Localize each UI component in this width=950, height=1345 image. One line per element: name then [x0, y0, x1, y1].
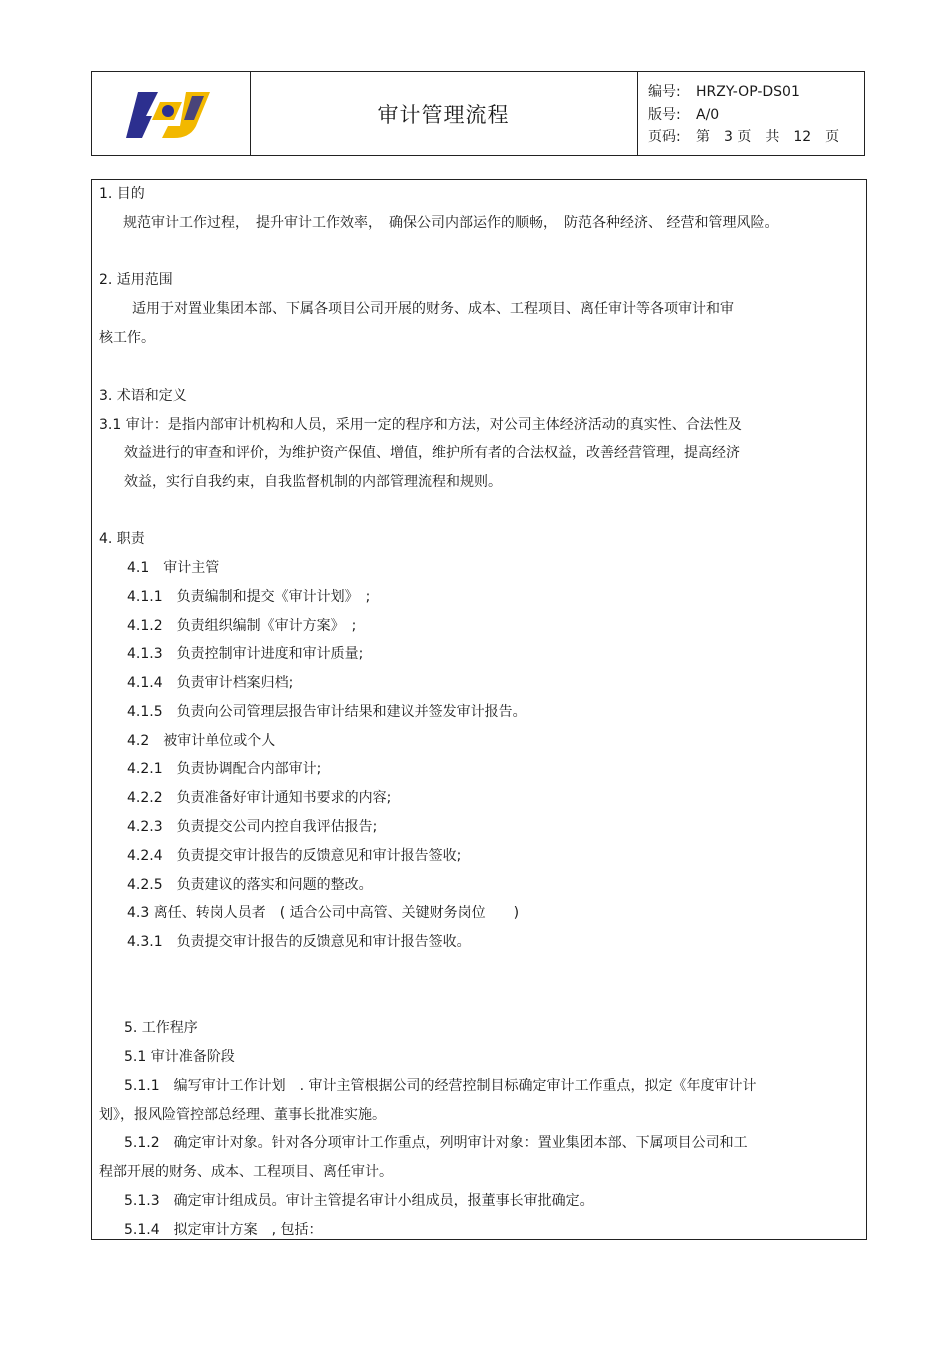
doc-number: HRZY-OP-DS01 [696, 84, 800, 100]
paragraph-purpose: 规范审计工作过程， 提升审计工作效率， 确保公司内部运作的顺畅， 防范各种经济、 经营和管理风险。 [123, 215, 779, 231]
subsection-heading: 4.1 审计主管 [127, 560, 220, 576]
list-item: 4.2.2 负责准备好审计通知书要求的内容; [127, 790, 392, 806]
section-heading-purpose: 1. 目的 [99, 186, 145, 202]
subsection-heading: 4.3 离任、转岗人员者 ( 适合公司中高管、关键财务岗位 ) [127, 905, 520, 921]
document-meta [648, 81, 858, 149]
list-item: 4.2.4 负责提交审计报告的反馈意见和审计报告签收; [127, 848, 462, 864]
paragraph-step-cont: 划》，报风险管控部总经理、董事长批准实施。 [99, 1107, 386, 1123]
section-heading-duties: 4. 职责 [99, 531, 145, 547]
paragraph-step-cont: 程部开展的财务、成本、工程项目、离任审计。 [99, 1164, 393, 1180]
page-number: 第 3 页 共 12 页 [696, 129, 840, 145]
list-item: 4.3.1 负责提交审计报告的反馈意见和审计报告签收。 [127, 934, 471, 950]
section-heading-terms: 3. 术语和定义 [99, 388, 187, 404]
paragraph-step: 5.1.4 拟定审计方案 , 包括： [124, 1222, 323, 1238]
subsection-heading: 4.2 被审计单位或个人 [127, 733, 276, 749]
list-item: 4.2.1 负责协调配合内部审计; [127, 761, 322, 777]
paragraph-definition: 3.1 审计：是指内部审计机构和人员，采用一定的程序和方法，对公司主体经济活动的真实性、合法性及 [99, 417, 742, 433]
page-row [648, 126, 858, 149]
company-logo-icon [124, 86, 214, 144]
document-header [91, 71, 865, 156]
list-item: 4.1.1 负责编制和提交《审计计划》 ; [127, 589, 371, 605]
document-body [91, 179, 867, 1240]
paragraph-definition-cont: 效益，实行自我约束，自我监督机制的内部管理流程和规则。 [124, 474, 502, 490]
paragraph-step: 5.1.2 确定审计对象。针对各分项审计工作重点，列明审计对象：置业集团本部、下属项目公司和工 [124, 1135, 748, 1151]
paragraph-step: 5.1.1 编写审计工作计划 . 审计主管根据公司的经营控制目标确定审计工作重点，拟定《年度审计计 [124, 1078, 757, 1094]
version-row [648, 104, 858, 127]
logo-cell [92, 72, 251, 155]
list-item: 4.2.3 负责提交公司内控自我评估报告; [127, 819, 378, 835]
list-item: 4.1.5 负责向公司管理层报告审计结果和建议并签发审计报告。 [127, 704, 527, 720]
document-title: 审计管理流程 [250, 72, 638, 155]
page-label: 页码: [648, 129, 681, 145]
section-heading-scope: 2. 适用范围 [99, 272, 173, 288]
doc-number-label: 编号: [648, 84, 681, 100]
version-label: 版号: [648, 106, 681, 123]
doc-number-row [648, 81, 858, 104]
paragraph-scope: 适用于对置业集团本部、下属各项目公司开展的财务、成本、工程项目、离任审计等各项审计和审 [132, 301, 734, 317]
paragraph-step: 5.1.3 确定审计组成员。审计主管提名审计小组成员，报董事长审批确定。 [124, 1193, 594, 1209]
list-item: 4.1.2 负责组织编制《审计方案》 ; [127, 618, 357, 634]
paragraph-definition-cont: 效益进行的审查和评价，为维护资产保值、增值，维护所有者的合法权益，改善经营管理，提高经济 [124, 445, 740, 461]
version-value: A/0 [696, 106, 720, 123]
section-heading-procedure: 5. 工作程序 [124, 1020, 198, 1036]
paragraph-scope-cont: 核工作。 [99, 330, 155, 346]
list-item: 4.2.5 负责建议的落实和问题的整改。 [127, 877, 373, 893]
list-item: 4.1.3 负责控制审计进度和审计质量; [127, 646, 364, 662]
list-item: 4.1.4 负责审计档案归档; [127, 675, 294, 691]
subsection-heading: 5.1 审计准备阶段 [124, 1049, 235, 1065]
